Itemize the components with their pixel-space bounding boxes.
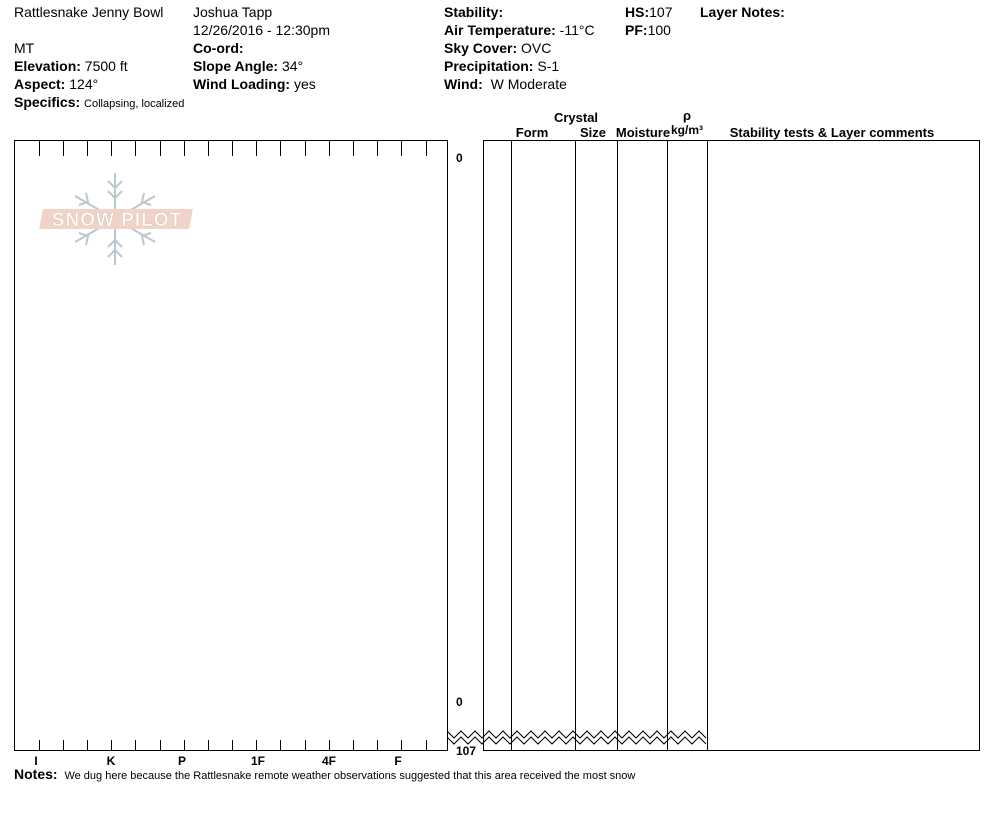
col-header-stability-comments: Stability tests & Layer comments [729, 125, 935, 140]
slope-value: 34° [281, 58, 304, 74]
stability-label: Stability: [444, 4, 504, 20]
col-header-size: Size [579, 125, 606, 140]
precipitation-label: Precipitation: [444, 58, 534, 74]
notes-row [14, 765, 635, 785]
wind-label: Wind: [444, 76, 483, 92]
wind-value: W Moderate [490, 76, 567, 92]
elevation-label: Elevation: [14, 58, 81, 74]
col-header-rho: ρ [682, 108, 692, 123]
coord-label: Co-ord: [193, 40, 244, 56]
air-temp-label: Air Temperature: [444, 22, 556, 38]
slope-label: Slope Angle: [193, 58, 279, 74]
specifics-label: Specifics: [14, 94, 81, 110]
logo-text: SNOW PILOT [51, 210, 183, 231]
hs-value: 107 [649, 4, 673, 20]
sky-cover-label: Sky Cover: [444, 40, 518, 56]
hs-label: HS: [625, 4, 650, 20]
hardness-tick-label: 1F [250, 754, 265, 768]
col-header-moisture: Moisture [615, 125, 671, 140]
depth-label-top: 0 [456, 151, 463, 165]
hardness-tick-label: F [394, 754, 402, 768]
air-temp-value: -11°C [559, 22, 595, 38]
observer-name: Joshua Tapp [193, 4, 273, 20]
aspect-value: 124° [69, 76, 99, 92]
depth-label-lower: 0 [456, 695, 463, 709]
pf-value: 100 [647, 22, 671, 38]
hardness-tick-label: K [106, 754, 116, 768]
hardness-plot-frame [15, 141, 448, 751]
layer-notes-label: Layer Notes: [700, 4, 785, 20]
hardness-tick-label: 4F [321, 754, 336, 768]
elevation-value: 7500 ft [84, 58, 128, 74]
hardness-tick-label: I [34, 754, 38, 768]
location-name: Rattlesnake Jenny Bowl [14, 4, 164, 20]
state: MT [14, 40, 35, 56]
hardness-tick-label: P [177, 754, 186, 768]
wind-loading-label: Wind Loading: [193, 76, 291, 92]
precipitation-value: S-1 [537, 58, 560, 74]
notes-label: Notes: [14, 766, 58, 782]
notes-text: We dug here because the Rattlesnake remote weather observations suggested that this area received the most snow [64, 770, 636, 782]
col-header-density-unit: kg/m³ [670, 123, 703, 137]
sky-cover-value: OVC [521, 40, 552, 56]
pf-label: PF: [625, 22, 648, 38]
col-header-crystal: Crystal [553, 110, 599, 125]
top-ticks [40, 141, 427, 157]
aspect-label: Aspect: [14, 76, 66, 92]
observation-datetime: 12/26/2016 - 12:30pm [193, 22, 330, 38]
col-header-form: Form [515, 125, 549, 140]
layer-table-frame [484, 141, 980, 751]
depth-label-bottom: 107 [456, 744, 477, 758]
bottom-ticks [40, 740, 427, 751]
wind-loading-value: yes [293, 76, 316, 92]
specifics-value: Collapsing, localized [84, 98, 185, 110]
snowpilot-logo [39, 173, 193, 265]
